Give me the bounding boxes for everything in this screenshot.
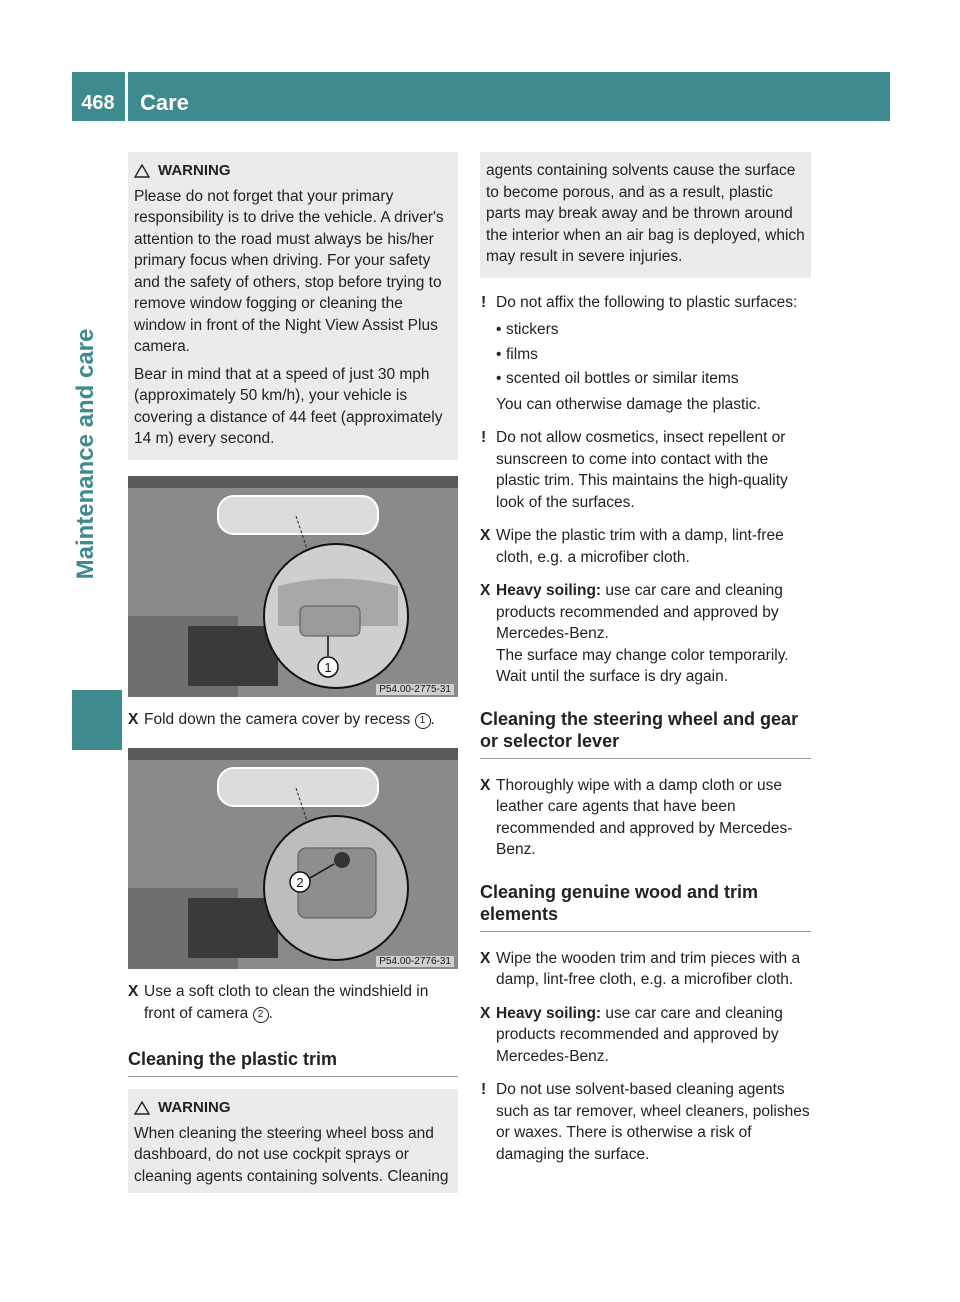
note-text: You can otherwise damage the plastic. xyxy=(496,395,761,413)
warning-title: WARNING xyxy=(158,1099,231,1116)
step-text: Wipe the plastic trim with a damp, lint-free cloth, e.g. a microfiber cloth. xyxy=(496,527,784,566)
side-tab-label: Maintenance and care xyxy=(72,328,99,580)
instruction-step xyxy=(480,948,811,991)
section-title: Care xyxy=(140,90,189,115)
warning-text: agents containing solvents cause the surface to become porous, and as a result, plastic parts may break away and be thrown around the interior when an air bag is deployed, which may result in severe injuries. xyxy=(486,162,805,265)
warning-text: When cleaning the steering wheel boss and dashboard, do not use cockpit sprays or cleaning agents containing solvents. Cleaning xyxy=(134,1124,449,1185)
figure-callout: 2 xyxy=(296,875,304,890)
warning-triangle-icon xyxy=(134,164,150,178)
instruction-step: X Use a soft cloth to clean the windshield in front of camera 2 . xyxy=(128,983,429,1022)
instruction-step xyxy=(480,525,811,568)
note-marker: ! xyxy=(481,293,487,311)
instruction-step: X Fold down the camera cover by recess 1 . xyxy=(128,709,458,731)
warning-title: WARNING xyxy=(158,162,231,179)
header-bar xyxy=(72,72,890,121)
note-text: Do not affix the following to plastic surfaces: xyxy=(496,293,798,311)
note-marker: ! xyxy=(481,1081,487,1098)
note xyxy=(480,292,811,416)
warning-text: Please do not forget that your primary responsibility is to drive the vehicle. A driver's attention to the road must always be his/her primary focus when driving. For your safety and the safety of others, stop before trying to remove window fogging or cleaning the window in front of the Night View Assist Plus camera. xyxy=(134,187,444,355)
step-text: Wipe the wooden trim and trim pieces with a damp, lint-free cloth, e.g. a microfiber cloth. xyxy=(496,949,801,988)
side-tab-marker xyxy=(72,690,122,750)
step-marker: X xyxy=(480,527,491,544)
list-item: • stickers xyxy=(496,319,811,341)
header-divider xyxy=(125,72,128,121)
instruction-step xyxy=(480,775,811,861)
heading-steering-wheel: Cleaning the steering wheel and gear or selector lever xyxy=(480,708,811,759)
figure-camera xyxy=(128,748,458,969)
callout-ref: 1 xyxy=(415,713,431,729)
instruction-step xyxy=(480,580,811,688)
left-column xyxy=(128,152,458,1193)
instruction-step xyxy=(480,1003,811,1068)
step-lead: Heavy soiling: xyxy=(496,582,602,599)
list-item: • films xyxy=(496,344,811,366)
figure-code: P54.00-2775-31 xyxy=(376,684,454,695)
step-text: use car care and cleaning products recommended and approved by Mercedes-Benz. xyxy=(496,1004,783,1065)
callout-ref: 2 xyxy=(253,1007,269,1023)
note xyxy=(480,1079,811,1165)
step-marker: X xyxy=(128,983,139,1000)
step-text: Thoroughly wipe with a damp cloth or use leather care agents that have been recommended and approved by Mercedes-Benz. xyxy=(496,776,793,858)
heading-plastic-trim: Cleaning the plastic trim xyxy=(128,1048,458,1077)
heading-wood-trim: Cleaning genuine wood and trim elements xyxy=(480,881,811,932)
warning-box xyxy=(128,152,458,460)
note xyxy=(480,427,811,513)
step-text: Use a soft cloth to clean the windshield in front of camera xyxy=(144,983,429,1022)
figure-code: P54.00-2776-31 xyxy=(376,956,454,967)
step-lead: Heavy soiling: xyxy=(496,1004,602,1022)
right-column xyxy=(480,152,811,1165)
step-text: Fold down the camera cover by recess xyxy=(144,710,411,728)
step-detail: The surface may change color temporarily. Wait until the surface is dry again. xyxy=(496,646,789,685)
step-marker: X xyxy=(480,1004,491,1022)
step-marker: X xyxy=(128,710,139,728)
figure-camera-cover xyxy=(128,476,458,697)
warning-heading xyxy=(134,1097,452,1119)
warning-heading xyxy=(134,160,452,182)
warning-box xyxy=(128,1089,458,1193)
page-number: 468 xyxy=(81,92,115,114)
warning-box-continued xyxy=(480,152,811,278)
note-text: Do not use solvent-based cleaning agents such as tar remover, wheel cleaners, polishes or waxes. There is otherwise a risk of damaging the surface. xyxy=(496,1081,810,1163)
step-marker: X xyxy=(480,776,491,794)
list-item: • scented oil bottles or similar items xyxy=(496,368,811,390)
note-marker: ! xyxy=(481,429,487,446)
figure-illustration xyxy=(128,748,458,969)
figure-illustration xyxy=(128,476,458,697)
figure-callout: 1 xyxy=(324,659,332,675)
step-marker: X xyxy=(480,949,491,967)
warning-triangle-icon xyxy=(134,1101,150,1115)
step-marker: X xyxy=(480,582,491,599)
step-text: use car care and cleaning products recommended and approved by Mercedes-Benz. xyxy=(496,582,783,642)
note-text: Do not allow cosmetics, insect repellent or sunscreen to come into contact with the plastic trim. This maintains the high-quality look of the surfaces. xyxy=(496,429,788,511)
warning-text: Bear in mind that at a speed of just 30 mph (approximately 50 km/h), your vehicle is covering a distance of 44 feet (approximately 14 m) every second. xyxy=(134,365,443,447)
bullet-list xyxy=(496,319,811,390)
